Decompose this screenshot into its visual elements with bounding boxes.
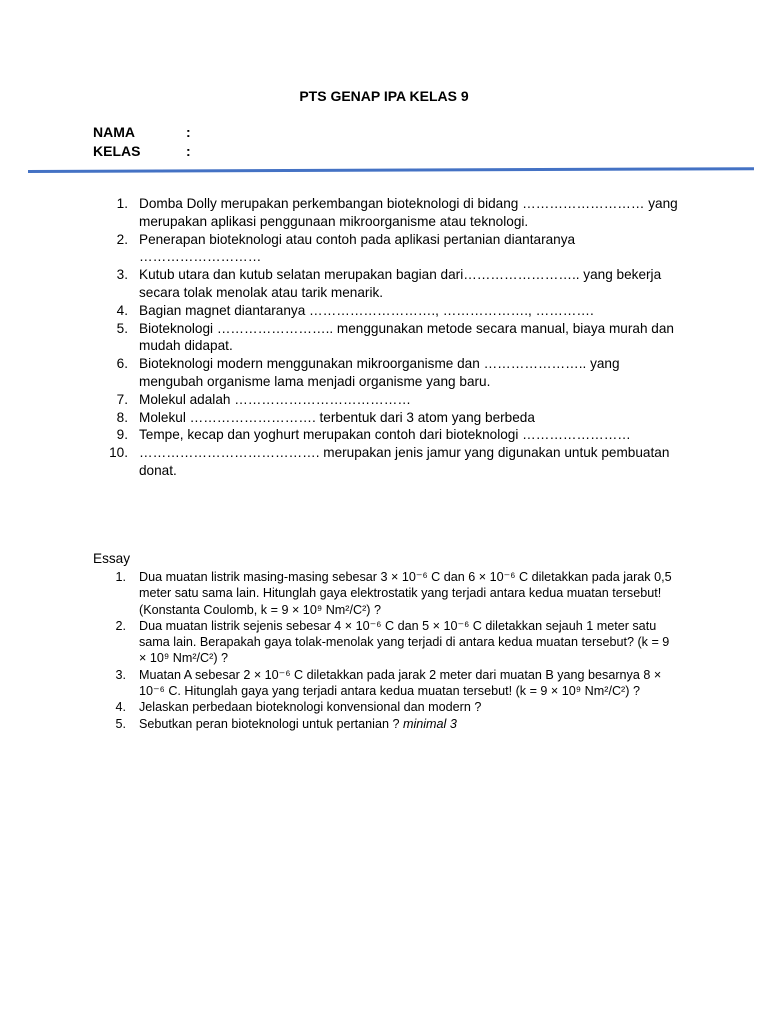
document-title: PTS GENAP IPA KELAS 9 (299, 88, 469, 104)
essay-number: 2. (115, 618, 126, 633)
essay-list (0, 569, 680, 732)
question-item (0, 355, 680, 391)
question-list (0, 195, 680, 480)
essay-number: 1. (115, 570, 126, 584)
question-text: Molekul ………………………. terbentuk dari 3 atom yang berbeda (139, 409, 535, 425)
essay-item (0, 667, 680, 700)
question-number: 5. (116, 320, 128, 336)
question-text: Molekul adalah ………………………………… (139, 391, 411, 407)
question-item (0, 302, 680, 320)
header-divider (28, 167, 754, 173)
essay-number: 4. (115, 700, 126, 715)
field-kelas-label: KELAS (93, 143, 141, 159)
question-text: Penerapan bioteknologi atau contoh pada aplikasi pertanian diantaranya ……………………… (139, 231, 576, 265)
question-text: Bioteknologi …………………….. menggunakan metode secara manual, biaya murah dan mudah didapat. (139, 320, 674, 354)
question-text: Tempe, kecap dan yoghurt merupakan contoh dari bioteknologi …………………… (139, 427, 631, 443)
question-item (0, 266, 680, 302)
essay-item (0, 716, 680, 732)
question-number: 10. (109, 445, 128, 461)
question-text: Bioteknologi modern menggunakan mikroorganisme dan ………………….. yang mengubah organisme lama menjadi organisme yang baru. (139, 356, 620, 389)
essay-text: Jelaskan perbedaan bioteknologi konvensional dan modern ? (139, 700, 482, 715)
question-number: 2. (116, 231, 128, 247)
question-text: Kutub utara dan kutub selatan merupakan bagian dari…………………….. yang bekerja secara tolak menolak atau tarik menarik. (139, 267, 662, 300)
field-nama-label: NAMA (93, 124, 135, 140)
essay-text: Sebutkan peran bioteknologi untuk pertanian ? (139, 716, 403, 731)
question-item (0, 426, 680, 444)
essay-text: Dua muatan listrik masing-masing sebesar 3 × 10⁻⁶ C dan 6 × 10⁻⁶ C diletakkan pada jarak 0,5 meter satu sama lain. Hitunglah gaya elektrostatik yang terjadi antara kedua muatan tersebut! (Konstanta Coulomb, k = 9 × 10⁹ Nm²/C²) ? (139, 570, 672, 617)
question-number: 6. (116, 356, 128, 372)
question-item (0, 195, 680, 231)
question-text: Bagian magnet diantaranya ………………………., ………………., …………. (139, 302, 594, 318)
essay-number: 3. (115, 667, 126, 682)
essay-item (0, 569, 680, 618)
field-nama (93, 124, 191, 140)
question-text: Domba Dolly merupakan perkembangan bioteknologi di bidang ……………………… yang merupakan aplikasi penggunaan mikroorganisme atau teknologi. (139, 196, 678, 229)
question-number: 9. (116, 427, 128, 443)
essay-number: 5. (115, 716, 126, 731)
question-number: 1. (116, 196, 128, 211)
question-item (0, 231, 680, 267)
essay-item (0, 618, 680, 667)
question-number: 4. (116, 302, 128, 318)
question-item (0, 320, 680, 356)
question-text: …………………………………. merupakan jenis jamur yang digunakan untuk pembuatan donat. (139, 445, 670, 478)
essay-item (0, 699, 680, 715)
essay-heading: Essay (93, 551, 131, 566)
essay-note: minimal 3 (402, 716, 457, 731)
field-nama-value: : (186, 124, 191, 140)
question-item (0, 409, 680, 427)
essay-text: Dua muatan listrik sejenis sebesar 4 × 10⁻⁶ C dan 5 × 10⁻⁶ C diletakkan sejauh 1 meter satu sama lain. Berapakah gaya tolak-menolak yang terjadi di antara kedua muatan tersebut? (k = 9 × 10⁹ Nm²/C²) ? (139, 618, 670, 666)
field-kelas-value: : (186, 143, 191, 159)
question-number: 8. (116, 409, 128, 425)
essay-text: Muatan A sebesar 2 × 10⁻⁶ C diletakkan pada jarak 2 meter dari muatan B yang besarnya 8 × 10⁻⁶ C. Hitunglah gaya yang terjadi antara kedua muatan tersebut! (k = 9 × 10⁹ Nm²/C²) ? (139, 667, 662, 699)
question-number: 7. (116, 391, 128, 407)
field-kelas (93, 143, 191, 159)
question-number: 3. (116, 267, 128, 283)
question-item (0, 391, 680, 409)
question-item (0, 444, 680, 480)
